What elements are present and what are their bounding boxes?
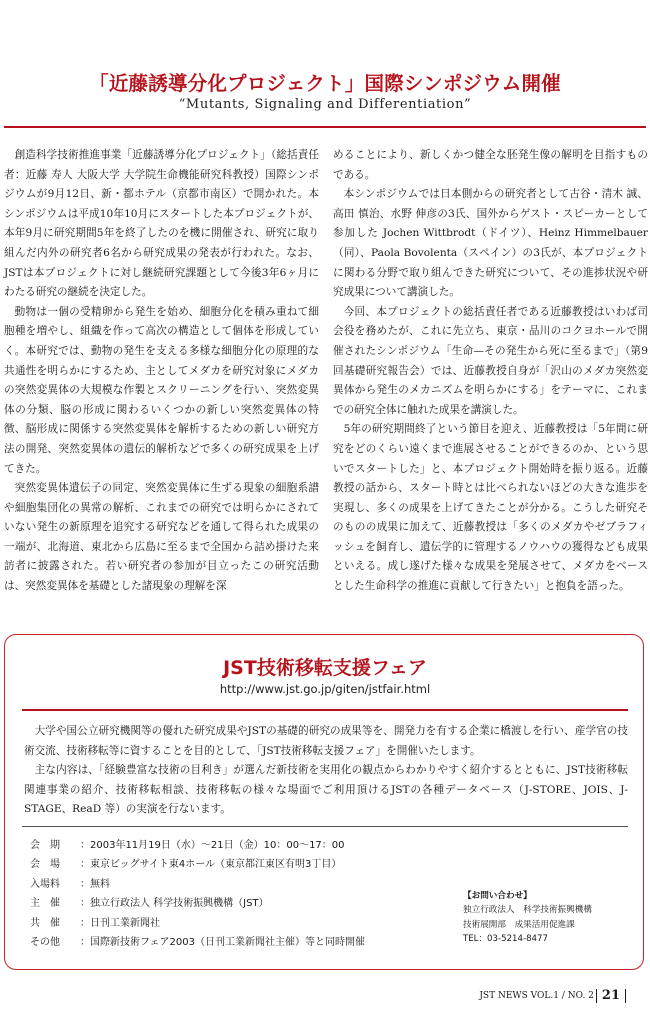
detail-label: 主 催 xyxy=(30,898,60,910)
title-divider xyxy=(4,126,646,128)
article-left-column xyxy=(4,146,319,597)
detail-label: 共 催 xyxy=(30,917,60,929)
detail-label: その他 xyxy=(30,937,60,949)
contact-heading: 【お問い合わせ】 xyxy=(463,891,532,901)
detail-label: 会 場 xyxy=(30,859,60,871)
detail-row-venue: 会 場 ： 東京ビッグサイト東4ホール（東京都江東区有明3丁目） xyxy=(30,855,450,874)
detail-label: 会 期 xyxy=(30,840,60,851)
detail-value: 独立行政法人 科学技術振興機構（JST） xyxy=(90,898,269,910)
article-paragraph: 今回、本プロジェクトの総括責任者である近藤教授はいわば司会役を務めたが、これに先立ち、東京・品川のコクヨホールで開催されたシンポジウム「生命—その発生から死に至るまで」（第9回基礎研究報告会）では、近藤教授自身が「沢山のメダカ突然変異体から発生のメカニズムを明らかにする」をテーマに、これまでの研究全体に触れた成果を講演した。 xyxy=(333,305,648,416)
article-paragraph: めることにより、新しくかつ健全な胚発生像の解明を目指すものである。 xyxy=(333,149,648,181)
fair-intro xyxy=(24,722,628,820)
fair-intro-paragraph: 大学や国公立研究機関等の優れた研究成果やJSTの基礎的研究の成果等を、開発力を有する企業に橋渡しを行い、産学官の技術交流、技術移転等に資することを目的として、「JST技術移転支援フェア」を開催いたします。 xyxy=(24,725,628,757)
article-subtitle: “Mutants, Signaling and Differentiation” xyxy=(178,97,472,112)
detail-row-admission: 入場料 ： 無料 xyxy=(30,875,450,894)
fair-intro-paragraph: 主な内容は、「経験豊富な技術の目利き」が選んだ新技術を実用化の観点からわかりやすく紹介するとともに、JST技術移転関連事業の紹介、技術移転相談、技術移転の様々な場面でご利用頂けるJSTの各種データベース（J-STORE、JOIS、J-STAGE、ReaD 等）の実演を行ないます。 xyxy=(24,764,628,816)
footer-separator xyxy=(596,989,597,1003)
detail-value: 日刊工業新聞社 xyxy=(90,917,160,929)
article-paragraph: 本シンポジウムでは日本側からの研究者として古谷・清木 誠、高田 慎治、水野 伸彦の3氏、国外からゲスト・スピーカーとして参加した Jochen Wittbrodt（ドイツ）、Heinz Himmelbauer（同）、Paola Bovolenta（スペイン）の3氏が、本プロジェクトに関わる分野で取り組んできた研究について、その進捗状況や研究成果について講演した。 xyxy=(333,188,648,299)
detail-row-organizer: 主 催 ： 独立行政法人 科学技術振興機構（JST） xyxy=(30,894,450,913)
article-paragraph: 創造科学技術推進事業「近藤誘導分化プロジェクト」（総括責任者：近藤 寿人 大阪大学 大学院生命機能研究科教授）国際シンポジウムが9月12日、新・都ホテル（京都市南区）で開かれた。本シンポジウムは平成10年10月にスタートした本プロジェクトが、本年9月に研究期間5年を終了したのを機に開催され、研究に取り組んだ内外の研究者6名から研究成果の発表が行われた。なお、JSTは本プロジェクトに対し継続研究課題として今後3年6ヶ月にわたる研究の継続を決定した。 xyxy=(4,149,319,299)
detail-value: 国際新技術フェア2003（日刊工業新聞社主催）等と同時開催 xyxy=(90,937,365,949)
detail-row-cosponsor: 共 催 ： 日刊工業新聞社 xyxy=(30,914,450,933)
detail-value: 東京ビッグサイト東4ホール（東京都江東区有明3丁目） xyxy=(90,859,342,871)
article-right-column xyxy=(333,146,648,597)
contact-info xyxy=(463,889,633,947)
fair-url-link[interactable]: http://www.jst.go.jp/giten/jstfair.html xyxy=(219,682,431,696)
page-footer xyxy=(479,988,628,1003)
detail-value: 2003年11月19日（水）～21日（金）10：00～17：00 xyxy=(90,840,345,851)
contact-organization: 独立行政法人 科学技術振興機構 xyxy=(463,905,592,916)
footer-separator xyxy=(625,989,626,1003)
page-number: 21 xyxy=(601,988,620,1003)
detail-value: 無料 xyxy=(90,878,110,890)
fair-title: JST技術移転支援フェア xyxy=(223,657,427,679)
detail-label: 入場料 xyxy=(30,878,60,890)
fair-divider xyxy=(22,709,628,711)
detail-row-period: 会 期 ： 2003年11月19日（水）～21日（金）10：00～17：00 xyxy=(30,836,450,855)
contact-phone: TEL：03-5214-8477 xyxy=(463,934,548,945)
detail-row-other: その他 ： 国際新技術フェア2003（日刊工業新聞社主催）等と同時開催 xyxy=(30,933,450,952)
details-divider xyxy=(22,826,628,827)
article-paragraph: 5年の研究期間終了という節目を迎え、近藤教授は「5年間に研究をどのくらい遠くまで進展させることができるのか、という思いでスタートした」と、本プロジェクト開始時を振り返る。近藤教授の話から、スタート時とは比べられないほどの大きな進歩を実現し、多くの成果を上げてきたことが分かる。こうした研究そのものの成果に加えて、近藤教授は「多くのメダカやゼブラフィッシュを飼育し、遺伝学的に管理するノウハウの獲得なども成果といえる。成し遂げた様々な成果を発展させて、メダカをベースとした生命科学の推進に貢献して行きたい」と抱負を語った。 xyxy=(333,423,648,593)
contact-department: 技術展開部 成果活用促進課 xyxy=(463,919,575,930)
article-paragraph: 動物は一個の受精卵から発生を始め、細胞分化を積み重ねて細胞種を増やし、組織を作って高次の構造として個体を形成していく。本研究では、動物の発生を支える多様な細胞分化の原理的な共通性を明らかにするため、主としてメダカを研究対象にメダカの突然変異体の大規模な作製とスクリーニングを行い、突然変異体の分類、脳の形成に関わるいくつかの新しい突然変異体の特徴、脳形成に関係する突然変異体を解析するための新しい研究方法の開発、突然変異体の遺伝的解析などで多くの研究成果を上げてきた。 xyxy=(4,305,319,475)
article-paragraph: 突然変異体遺伝子の同定、突然変異体に生ずる現象の細胞系譜や細胞集団化の異常の解析、これまでの研究では明らかにされていない発生の新原理を追究する研究などを通して得られた成果の一端が、北海道、東北から広島に至るまで全国から詰め掛けた来訪者に披露された。若い研究者の参加が目立ったこの研究活動は、突然変異体を基礎とした諸現象の理解を深 xyxy=(4,482,319,593)
fair-details xyxy=(30,836,450,952)
article-title: 「近藤誘導分化プロジェクト」国際シンポジウム開催 xyxy=(89,72,561,95)
journal-name: JST NEWS VOL.1 / NO. 2 xyxy=(479,990,594,1001)
